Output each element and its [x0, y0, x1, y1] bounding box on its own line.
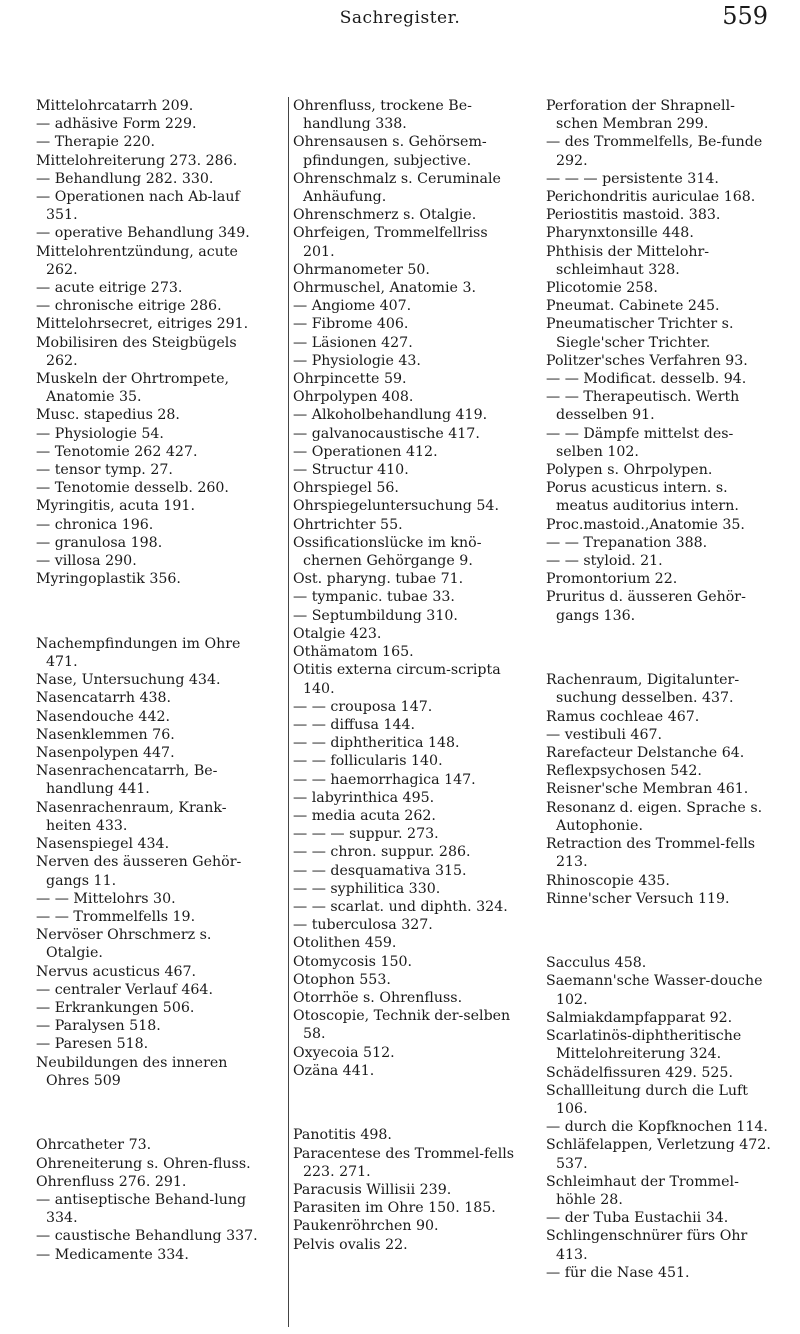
index-entry: Ohrspiegeluntersuchung 54.	[293, 498, 499, 515]
index-entry: Schallleitung durch die Luft 106.	[546, 1082, 749, 1117]
index-entry: — Fibrome 406.	[293, 316, 409, 333]
index-entry: — der Tuba Eustachii 34.	[546, 1210, 729, 1227]
index-entry: Scarlatinös-diphtheritische Mittelohreiterung 324.	[546, 1028, 742, 1063]
index-entry: Otoscopie, Technik der-selben 58.	[293, 1008, 511, 1043]
index-entry: — — Dämpfe mittelst des-selben 102.	[546, 425, 734, 460]
index-entry: Paracusis Willisii 239.	[293, 1181, 452, 1198]
index-entry: Schädelfissuren 429. 525.	[546, 1064, 733, 1081]
index-entry: — Alkoholbehandlung 419.	[293, 407, 488, 424]
index-entry: Ohrmanometer 50.	[293, 261, 430, 278]
index-entry: — Operationen nach Ab-lauf 351.	[36, 189, 240, 224]
page-number: 559	[722, 2, 768, 30]
index-entry: — — haemorrhagica 147.	[293, 771, 476, 788]
index-entry: Politzer'sches Verfahren 93.	[546, 352, 748, 369]
index-entry: Nasenrachenraum, Krank-heiten 433.	[36, 799, 227, 834]
index-entry: Nasenklemmen 76.	[36, 726, 175, 743]
index-entry: — Paralysen 518.	[36, 1018, 161, 1035]
index-entry: Panotitis 498.	[293, 1127, 392, 1144]
index-entry: Nase, Untersuchung 434.	[36, 672, 221, 689]
index-entry: — des Trommelfells, Be-funde 292.	[546, 134, 763, 169]
index-entry: — centraler Verlauf 464.	[36, 981, 213, 998]
index-entry: — vestibuli 467.	[546, 726, 663, 743]
index-entry: — antiseptische Behand-lung 334.	[36, 1191, 247, 1227]
index-columns	[36, 97, 776, 1297]
index-entry: — tensor tymp. 27.	[36, 462, 173, 479]
index-entry: — durch die Kopfknochen 114.	[546, 1119, 768, 1136]
section-gap	[546, 922, 774, 940]
index-entry: Myringoplastik 356.	[36, 571, 181, 588]
index-entry: Otomycosis 150.	[293, 953, 413, 970]
index-entry: Otalgie 423.	[293, 625, 382, 642]
index-entry: Proc.mastoid.,Anatomie 35.	[546, 516, 745, 533]
index-entry: — — scarlat. und diphth. 324.	[293, 898, 508, 915]
index-entry: Mobilisiren des Steigbügels 262.	[36, 334, 237, 369]
index-entry: — — Trepanation 388.	[546, 534, 708, 551]
index-entry: Nasenspiegel 434.	[36, 836, 170, 853]
index-entry: Paracentese des Trommel-fells 223. 271.	[293, 1145, 515, 1180]
index-entry: Polypen s. Ohrpolypen.	[546, 462, 713, 479]
index-entry: Ohrcatheter 73.	[36, 1137, 152, 1154]
index-entry: Ohrmuschel, Anatomie 3.	[293, 280, 476, 297]
index-entry: Mittelohrentzündung, acute 262.	[36, 243, 238, 278]
index-entry: Muskeln der Ohrtrompete, Anatomie 35.	[36, 371, 230, 406]
index-entry: Resonanz d. eigen. Sprache s. Autophonie.	[546, 799, 763, 834]
index-entry: Ohrenschmerz s. Otalgie.	[293, 207, 477, 224]
index-entry: Perichondritis auriculae 168.	[546, 189, 756, 206]
index-entry: Nervöser Ohrschmerz s. Otalgie.	[36, 927, 212, 962]
index-entry: — Erkrankungen 506.	[36, 999, 195, 1016]
index-entry: — Tenotomie 262 427.	[36, 443, 198, 460]
index-entry: Ramus cochleae 467.	[546, 708, 700, 725]
index-entry: Plicotomie 258.	[546, 280, 658, 297]
index-entry: Othämatom 165.	[293, 644, 414, 661]
index-entry: Nervus acusticus 467.	[36, 963, 197, 980]
index-entry: Reflexpsychosen 542.	[546, 763, 702, 780]
index-column-1	[36, 97, 258, 1327]
index-entry: Schleimhaut der Trommel-höhle 28.	[546, 1173, 739, 1208]
index-entry: Oxyecoia 512.	[293, 1044, 395, 1061]
running-title: Sachregister.	[339, 8, 461, 28]
index-entry: — caustische Behandlung 337.	[36, 1228, 258, 1245]
index-entry: — labyrinthica 495.	[293, 789, 435, 806]
index-entry: Salmiakdampfapparat 92.	[546, 1009, 733, 1026]
index-entry: — Operationen 412.	[293, 443, 438, 460]
index-entry: Retraction des Trommel-fells 213.	[546, 836, 756, 871]
index-entry: — Medicamente 334.	[36, 1246, 189, 1263]
index-entry: — — Modificat. desselb. 94.	[546, 371, 747, 388]
index-entry: Ohrfeigen, Trommelfellriss 201.	[293, 225, 488, 260]
index-entry: — — syphilitica 330.	[293, 880, 441, 897]
index-entry: Paukenröhrchen 90.	[293, 1218, 439, 1235]
section-gap	[546, 639, 774, 657]
index-entry: Mittelohrsecret, eitriges 291.	[36, 316, 249, 333]
index-entry: Ohrspiegel 56.	[293, 480, 399, 497]
index-entry: — — follicularis 140.	[293, 753, 443, 770]
index-entry: — — desquamativa 315.	[293, 862, 467, 879]
index-entry: Otorrhöe s. Ohrenfluss.	[293, 989, 463, 1006]
section-gap	[36, 603, 258, 621]
index-entry: — villosa 290.	[36, 553, 137, 570]
index-entry: — — diphtheritica 148.	[293, 735, 460, 752]
index-entry: Rinne'scher Versuch 119.	[546, 890, 730, 907]
index-column-3	[546, 97, 774, 1327]
index-entry: — Physiologie 43.	[293, 352, 421, 369]
index-entry: — adhäsive Form 229.	[36, 116, 197, 133]
index-entry: Musc. stapedius 28.	[36, 407, 180, 424]
index-entry: Rarefacteur Delstanche 64.	[546, 745, 745, 762]
index-entry: Ohrensausen s. Gehörsem-pfindungen, subjective.	[293, 134, 487, 169]
index-entry: — — — persistente 314.	[546, 170, 719, 187]
index-entry: Nasenpolypen 447.	[36, 745, 175, 762]
index-entry: — Angiome 407.	[293, 298, 412, 315]
index-entry: — Septumbildung 310.	[293, 607, 458, 624]
index-entry: Ohrenfluss 276. 291.	[36, 1173, 187, 1190]
index-entry: — tuberculosa 327.	[293, 917, 433, 934]
index-entry: Nasendouche 442.	[36, 708, 171, 725]
index-entry: Periostitis mastoid. 383.	[546, 207, 721, 224]
index-entry: Perforation der Shrapnell-schen Membran 299.	[546, 98, 735, 133]
index-entry: Ozäna 441.	[293, 1062, 375, 1079]
index-entry: — Therapie 220.	[36, 134, 156, 151]
index-entry: — operative Behandlung 349.	[36, 225, 250, 242]
index-entry: Mittelohreiterung 273. 286.	[36, 152, 238, 169]
index-entry: — galvanocaustische 417.	[293, 425, 480, 442]
index-entry: — Paresen 518.	[36, 1036, 149, 1053]
index-entry: — — Therapeutisch. Werth desselben 91.	[546, 389, 740, 424]
index-entry: Pneumat. Cabinete 245.	[546, 298, 720, 315]
index-entry: Ohrpolypen 408.	[293, 389, 414, 406]
index-entry: Otitis externa circum-scripta 140.	[293, 662, 501, 697]
index-entry: Nachempfindungen im Ohre 471.	[36, 635, 241, 671]
index-entry: Pneumatischer Trichter s. Siegle'scher Trichter.	[546, 316, 734, 351]
index-entry: — Läsionen 427.	[293, 334, 413, 351]
index-entry: Ohrtrichter 55.	[293, 516, 403, 533]
index-entry: — tympanic. tubae 33.	[293, 589, 455, 606]
index-entry: Myringitis, acuta 191.	[36, 498, 195, 515]
index-entry: — chronische eitrige 286.	[36, 298, 222, 315]
index-entry: — — — suppur. 273.	[293, 826, 439, 843]
index-entry: Porus acusticus intern. s. meatus auditorius intern.	[546, 480, 739, 515]
index-entry: Promontorium 22.	[546, 571, 678, 588]
index-entry: — für die Nase 451.	[546, 1264, 690, 1281]
index-entry: — granulosa 198.	[36, 534, 163, 551]
index-entry: Reisner'sche Membran 461.	[546, 781, 749, 798]
index-entry: Saemann'sche Wasser-douche 102.	[546, 973, 763, 1008]
index-entry: Otophon 553.	[293, 971, 391, 988]
section-gap	[293, 1094, 515, 1112]
index-entry: Phthisis der Mittelohr-schleimhaut 328.	[546, 243, 710, 278]
index-entry: Pruritus d. äusseren Gehör-gangs 136.	[546, 589, 746, 624]
index-entry: — Structur 410.	[293, 462, 409, 479]
index-entry: Nerven des äusseren Gehör-gangs 11.	[36, 854, 242, 889]
index-entry: Ost. pharyng. tubae 71.	[293, 571, 464, 588]
index-entry: — — crouposa 147.	[293, 698, 433, 715]
index-entry: — — diffusa 144.	[293, 716, 416, 733]
index-entry: — chronica 196.	[36, 516, 154, 533]
index-entry: Nasenrachencatarrh, Be-handlung 441.	[36, 763, 218, 798]
index-entry: — media acuta 262.	[293, 807, 436, 824]
index-entry: Ohrpincette 59.	[293, 371, 407, 388]
index-entry: Nasencatarrh 438.	[36, 690, 172, 707]
index-entry: — Physiologie 54.	[36, 425, 164, 442]
index-entry: Ohrenfluss, trockene Be-handlung 338.	[293, 98, 472, 133]
index-entry: Parasiten im Ohre 150. 185.	[293, 1200, 496, 1217]
section-gap	[36, 1104, 258, 1122]
index-entry: — Behandlung 282. 330.	[36, 170, 214, 187]
index-entry: Ohrenschmalz s. Ceruminale Anhäufung.	[293, 170, 501, 206]
index-entry: Mittelohrcatarrh 209.	[36, 98, 194, 114]
index-entry: Otolithen 459.	[293, 935, 397, 952]
index-entry: Schlingenschnürer fürs Ohr 413.	[546, 1228, 748, 1263]
page-header	[0, 0, 800, 80]
index-column-2	[288, 97, 515, 1327]
index-entry: Sacculus 458.	[546, 955, 647, 972]
index-entry: Schläfelappen, Verletzung 472. 537.	[546, 1137, 771, 1172]
index-entry: Rhinoscopie 435.	[546, 872, 670, 889]
index-entry: — — Mittelohrs 30.	[36, 890, 176, 907]
index-entry: — Tenotomie desselb. 260.	[36, 480, 229, 497]
index-entry: Ossificationslücke im knö-chernen Gehörgange 9.	[293, 534, 482, 570]
index-entry: Rachenraum, Digitalunter-suchung desselben. 437.	[546, 672, 740, 707]
index-entry: Ohreneiterung s. Ohren-fluss.	[36, 1155, 251, 1172]
index-entry: — — Trommelfells 19.	[36, 908, 196, 925]
index-entry: Pelvis ovalis 22.	[293, 1236, 408, 1253]
index-entry: Pharynxtonsille 448.	[546, 225, 694, 242]
index-entry: — — styloid. 21.	[546, 553, 663, 570]
index-entry: Neubildungen des inneren Ohres 509	[36, 1054, 228, 1089]
index-entry: — — chron. suppur. 286.	[293, 844, 471, 861]
index-entry: — acute eitrige 273.	[36, 280, 183, 297]
